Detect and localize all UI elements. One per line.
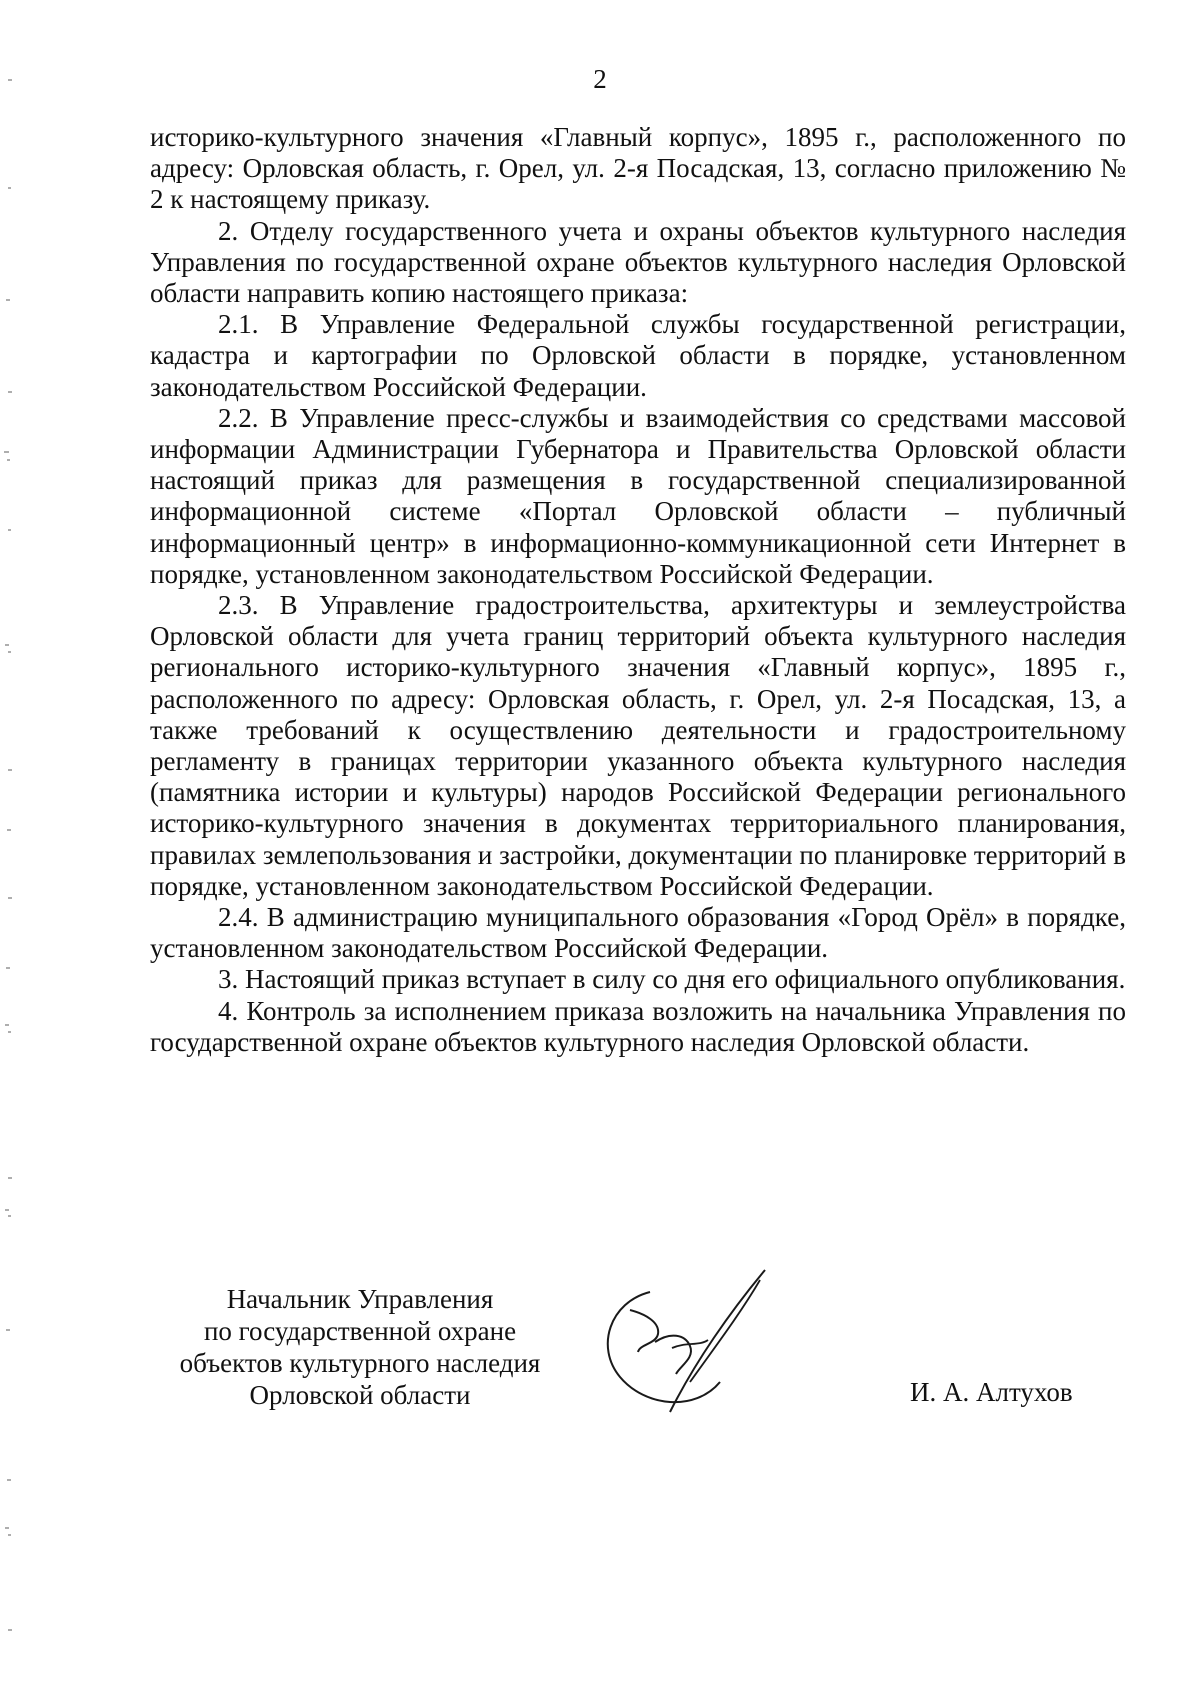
order-body-text (150, 122, 1126, 1058)
signatory-title-line: по государственной охране (203, 1316, 517, 1346)
page-number: 2 (593, 64, 607, 94)
signatory-title-line: Начальник Управления (226, 1284, 494, 1314)
paragraph-item-3: 3. Настоящий приказ вступает в силу со дня его официального опубликования. (218, 964, 1126, 995)
paragraph-item-4: 4. Контроль за исполнением приказа возложить на начальника Управления по государственной охране объектов культурного наследия Орловской области. (150, 995, 1126, 1057)
signatory-title-line: Орловской области (249, 1380, 471, 1410)
paragraph-item-2-1: 2.1. В Управление Федеральной службы государственной регистрации, кадастра и картографии по Орловской области в порядке, установленном законодательством Российской Федерации. (150, 309, 1126, 402)
scan-edge-marks (0, 0, 30, 1697)
paragraph-item-2: 2. Отделу государственного учета и охраны объектов культурного наследия Управления по государственной охране объектов культурного наследия Орловской области направить копию настоящего приказа: (150, 215, 1126, 309)
signatory-title-line: объектов культурного наследия (179, 1348, 541, 1378)
handwritten-signature (590, 1262, 840, 1422)
paragraph-continuation: историко-культурного значения «Главный корпус», 1895 г., расположенного по адресу: Орловская область, г. Орел, ул. 2-я Посадская, 13, согласно приложению № 2 к настоящему приказу. (150, 122, 1126, 215)
signatory-name: И. А. Алтухов (910, 1377, 1073, 1407)
paragraph-item-2-4: 2.4. В администрацию муниципального образования «Город Орёл» в порядке, установленном законодательством Российской Федерации. (150, 902, 1126, 964)
paragraph-item-2-2: 2.2. В Управление пресс-службы и взаимодействия со средствами массовой информации Администрации Губернатора и Правительства Орловской области настоящий приказ для размещения в государственной специализированной информационной системе «Портал Орловской области – публичный информационный центр» в информационно-коммуникационной сети Интернет в порядке, установленном законодательством Российской Федерации. (150, 402, 1126, 589)
signatory-title (150, 1283, 570, 1411)
paragraph-item-2-3: 2.3. В Управление градостроительства, архитектуры и землеустройства Орловской области для учета границ территорий объекта культурного наследия регионального историко-культурного значения «Главный корпус», 1895 г., расположенного по адресу: Орловская область, г. Орел, ул. 2-я Посадская, 13, а также требований к осуществлению деятельности и градостроительному регламенту в границах территории указанного объекта культурного наследия (памятника истории и культуры) народов Российской Федерации регионального историко-культурного значения в документах территориального планирования, правилах землепользования и застройки, документации по планировке территорий в порядке, установленном законодательством Российской Федерации. (150, 590, 1126, 901)
